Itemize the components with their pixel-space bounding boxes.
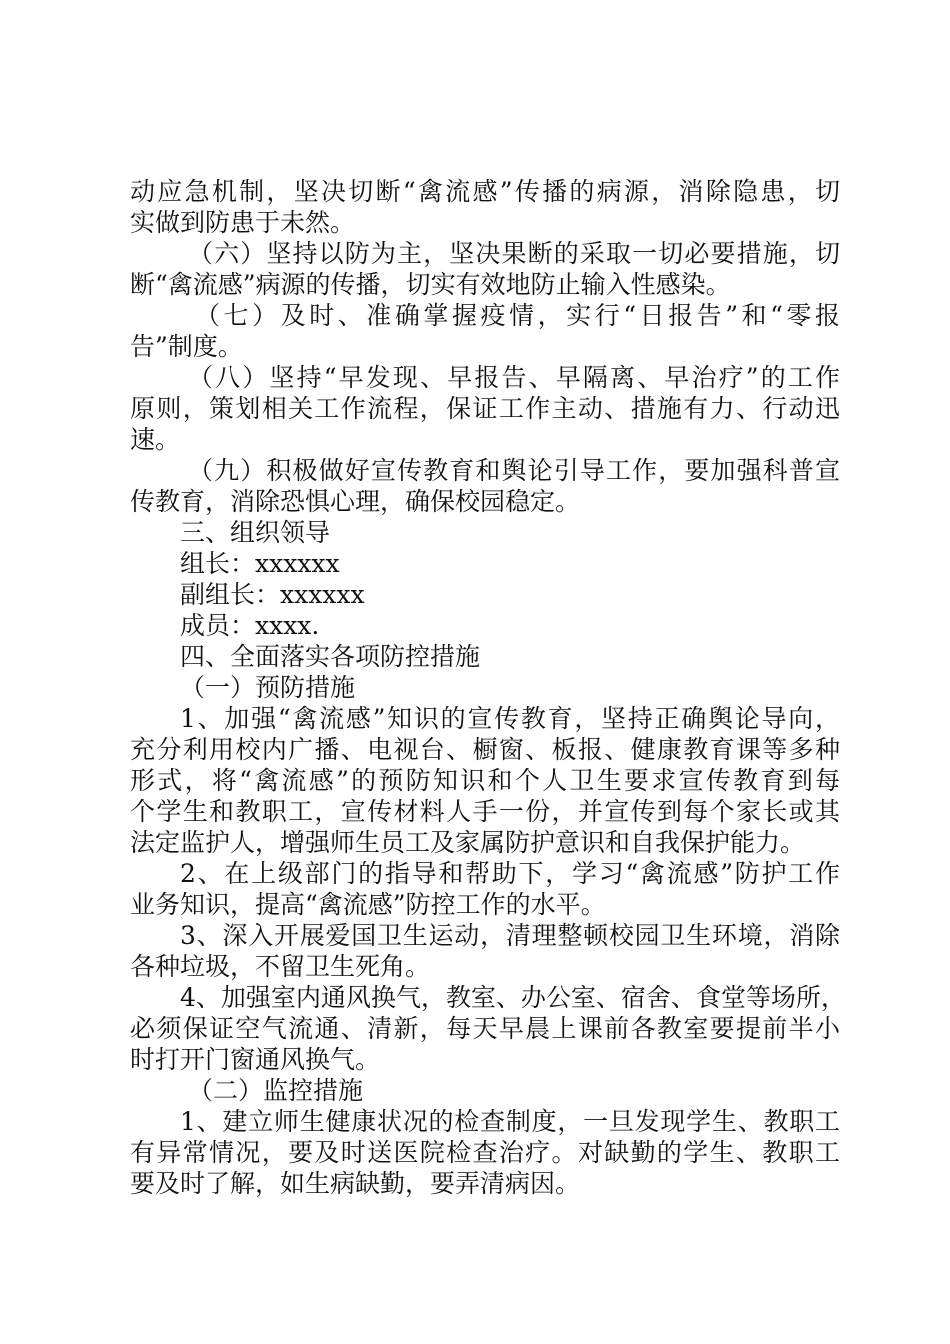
text-line: 充分利用校内广播、电视台、橱窗、板报、健康教育课等多种 [130, 735, 840, 764]
text-line: 传教育，消除恐惧心理，确保校园稳定。 [130, 487, 581, 516]
text-line: （一）预防措施 [180, 673, 356, 702]
text-line: （六）坚持以防为主，坚决果断的采取一切必要措施，切 [188, 239, 840, 268]
text-line: 有异常情况，要及时送医院检查治疗。对缺勤的学生、教职工 [130, 1138, 840, 1167]
text-line: 速。 [130, 425, 181, 454]
text-line: 动应急机制，坚决切断“禽流感”传播的病源，消除隐患，切 [130, 177, 840, 206]
text-line: 各种垃圾，不留卫生死角。 [130, 952, 431, 981]
text-line: 断“禽流感”病源的传播，切实有效地防止输入性感染。 [130, 270, 731, 299]
text-line: （七）及时、准确掌握疫情，实行“日报告”和“零报 [195, 301, 840, 330]
text-line: 组长：xxxxxx [180, 549, 340, 578]
text-line: 告”制度。 [130, 332, 243, 361]
text-line: 3、深入开展爱国卫生运动，清理整顿校园卫生环境，消除 [180, 921, 840, 950]
document-page [130, 176, 846, 1199]
text-line: 业务知识，提高“禽流感”防控工作的水平。 [130, 890, 606, 919]
text-line: 个学生和教职工，宣传材料人手一份，并宣传到每个家长或其 [130, 797, 840, 826]
text-line: 原则，策划相关工作流程，保证工作主动、措施有力、行动迅 [130, 394, 840, 423]
text-line: 2、在上级部门的指导和帮助下，学习“禽流感”防护工作 [180, 859, 840, 888]
text-line: 要及时了解，如生病缺勤，要弄清病因。 [130, 1169, 581, 1198]
text-line: 1、加强“禽流感”知识的宣传教育，坚持正确舆论导向， [180, 704, 840, 733]
text-line: 三、组织领导 [180, 518, 331, 547]
text-line: 时打开门窗通风换气。 [130, 1045, 381, 1074]
text-line: 1、建立师生健康状况的检查制度，一旦发现学生、教职工 [180, 1107, 840, 1136]
text-line: （八）坚持“早发现、早报告、早隔离、早治疗”的工作 [188, 363, 840, 392]
text-line: 必须保证空气流通、清新，每天早晨上课前各教室要提前半小 [130, 1014, 840, 1043]
text-line: 4、加强室内通风换气，教室、办公室、宿舍、食堂等场所， [180, 983, 846, 1012]
text-line: 法定监护人，增强师生员工及家属防护意识和自我保护能力。 [130, 828, 806, 857]
text-line: 四、全面落实各项防控措施 [180, 642, 481, 671]
text-line: （二）监控措施 [188, 1076, 364, 1105]
text-line: 成员：xxxx. [180, 611, 320, 640]
text-line: 实做到防患于未然。 [130, 208, 356, 237]
text-line: 形式，将“禽流感”的预防知识和个人卫生要求宣传教育到每 [130, 766, 840, 795]
text-line: （九）积极做好宣传教育和舆论引导工作，要加强科普宣 [188, 456, 840, 485]
text-line: 副组长：xxxxxx [180, 580, 365, 609]
